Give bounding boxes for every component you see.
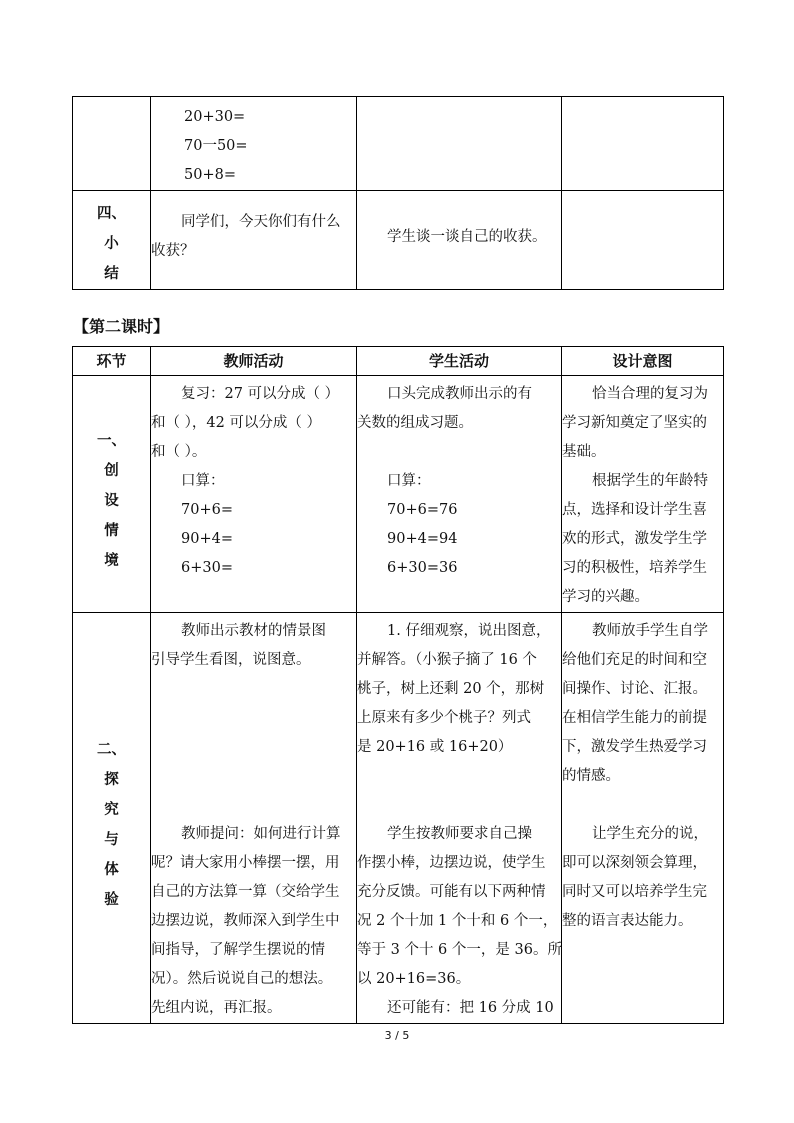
text-line: 学生谈一谈自己的收获。 [387, 229, 547, 245]
teacher-activity-cell [151, 613, 357, 1024]
stage-label: 创 [104, 462, 119, 479]
text-line: 基础。 [562, 444, 606, 460]
student-activity-cell [357, 376, 562, 613]
stage-label: 结 [104, 265, 119, 282]
lesson-table [72, 346, 724, 1024]
calc-line: 70一50= [184, 138, 248, 154]
design-intent-cell [562, 613, 724, 1024]
text-line: 恰当合理的复习为 [592, 386, 708, 402]
text-line: 学生按教师要求自己操 [387, 826, 532, 842]
text-line: 90+4=94 [387, 531, 458, 547]
header-student: 学生活动 [357, 347, 562, 376]
teacher-activity-cell [151, 97, 357, 191]
text-line: 口头完成教师出示的有 [387, 386, 532, 402]
text-line: 在相信学生能力的前提 [562, 710, 707, 726]
section-title: 【第二课时】 [73, 317, 170, 336]
text-line: 同学们，今天你们有什么 [181, 214, 341, 230]
text-line [151, 762, 356, 791]
stage-cell [73, 97, 151, 191]
student-activity-cell [357, 613, 562, 1024]
table-row [73, 191, 724, 290]
stage-label: 情 [104, 522, 119, 539]
text-line: 6+30= [181, 560, 233, 576]
table-row [73, 376, 724, 613]
text-line: 先组内说，再汇报。 [151, 1000, 282, 1016]
design-intent-cell [562, 376, 724, 613]
table-row [73, 97, 724, 191]
page-number: 3 / 5 [384, 1029, 410, 1042]
text-line: 即可以深刻领会算理， [562, 855, 707, 871]
text-line: 呢？请大家用小棒摆一摆，用 [151, 855, 340, 871]
lesson-table-continued [72, 96, 724, 290]
text-line: 等于 3 个十 6 个一，是 36。所 [357, 942, 562, 958]
text-line [357, 438, 561, 467]
stage-label: 究 [104, 801, 119, 818]
text-line: 间指导，了解学生摆说的情 [151, 942, 325, 958]
text-line: 口算： [387, 473, 431, 489]
header-stage: 环节 [73, 347, 151, 376]
text-line [151, 675, 356, 704]
stage-label: 设 [104, 492, 119, 509]
stage-label: 体 [104, 861, 119, 878]
text-line: 作摆小棒，边摆边说，使学生 [357, 855, 546, 871]
stage-label: 四、 [97, 205, 126, 222]
student-activity-cell [357, 191, 562, 290]
text-line: 的情感。 [562, 768, 620, 784]
text-line: 和（ ），42 可以分成（ ） [151, 415, 322, 431]
text-line: 6+30=36 [387, 560, 458, 576]
stage-label: 探 [104, 771, 119, 788]
text-line: 口算： [181, 473, 225, 489]
text-line: 桃子，树上还剩 20 个，那树 [357, 681, 545, 697]
text-line: 边摆边说，教师深入到学生中 [151, 913, 340, 929]
student-activity-cell [357, 97, 562, 191]
text-line: 学习的兴趣。 [562, 589, 649, 605]
text-line: 让学生充分的说， [592, 826, 708, 842]
header-design: 设计意图 [562, 347, 724, 376]
table-row [73, 613, 724, 1024]
calc-line: 20+30= [184, 109, 246, 125]
design-intent-cell [562, 191, 724, 290]
text-line: 教师提问：如何进行计算 [181, 826, 341, 842]
stage-label: 小 [104, 235, 119, 252]
text-line: 90+4= [181, 531, 233, 547]
text-line [151, 704, 356, 733]
text-line: 习的积极性，培养学生 [562, 560, 707, 576]
text-line: 充分反馈。可能有以下两种情 [357, 884, 546, 900]
text-line: 70+6= [181, 502, 233, 518]
text-line [151, 733, 356, 762]
stage-label: 二、 [97, 741, 126, 758]
text-line: 是 20+16 或 16+20） [357, 739, 513, 755]
text-line: 欢的形式，激发学生学 [562, 531, 707, 547]
teacher-activity-cell [151, 376, 357, 613]
text-line: 70+6=76 [387, 502, 458, 518]
text-line [562, 791, 723, 820]
text-line: 以 20+16=36。 [357, 971, 471, 987]
text-line: 上原来有多少个桃子？列式 [357, 710, 531, 726]
text-line: 和（ ）。 [151, 444, 207, 460]
text-line: 况 2 个十加 1 个十和 6 个一， [357, 913, 558, 929]
stage-cell [73, 376, 151, 613]
stage-label: 境 [104, 552, 119, 569]
stage-label: 一、 [97, 432, 126, 449]
text-line: 况）。然后说说自己的想法。 [151, 971, 333, 987]
text-line: 自己的方法算一算（交给学生 [151, 884, 340, 900]
design-intent-cell [562, 97, 724, 191]
text-line: 学习新知奠定了坚实的 [562, 415, 707, 431]
text-line: 引导学生看图，说图意。 [151, 652, 311, 668]
text-line: 关数的组成习题。 [357, 415, 473, 431]
text-line: 还可能有：把 16 分成 10 [387, 1000, 554, 1016]
text-line: 下，激发学生热爱学习 [562, 739, 707, 755]
stage-cell [73, 191, 151, 290]
text-line [357, 762, 561, 791]
stage-label: 验 [104, 891, 119, 908]
text-line: 复习：27 可以分成（ ） [181, 386, 340, 402]
text-line: 同时又可以培养学生完 [562, 884, 707, 900]
text-line: 整的语言表达能力。 [562, 913, 693, 929]
text-line: 1. 仔细观察，说出图意， [387, 623, 551, 639]
table-header-row [73, 347, 724, 376]
text-line: 间操作、讨论、汇报。 [562, 681, 707, 697]
teacher-activity-cell [151, 191, 357, 290]
text-line [151, 791, 356, 820]
text-line: 收获？ [151, 243, 195, 259]
text-line: 并解答。（小猴子摘了 16 个 [357, 652, 537, 668]
text-line: 给他们充足的时间和空 [562, 652, 707, 668]
text-line: 教师放手学生自学 [592, 623, 708, 639]
stage-label: 与 [104, 831, 119, 848]
stage-cell [73, 613, 151, 1024]
text-line: 根据学生的年龄特 [592, 473, 708, 489]
text-line: 教师出示教材的情景图 [181, 623, 326, 639]
text-line: 点，选择和设计学生喜 [562, 502, 707, 518]
calc-line: 50+8= [184, 167, 236, 183]
header-teacher: 教师活动 [151, 347, 357, 376]
text-line [357, 791, 561, 820]
